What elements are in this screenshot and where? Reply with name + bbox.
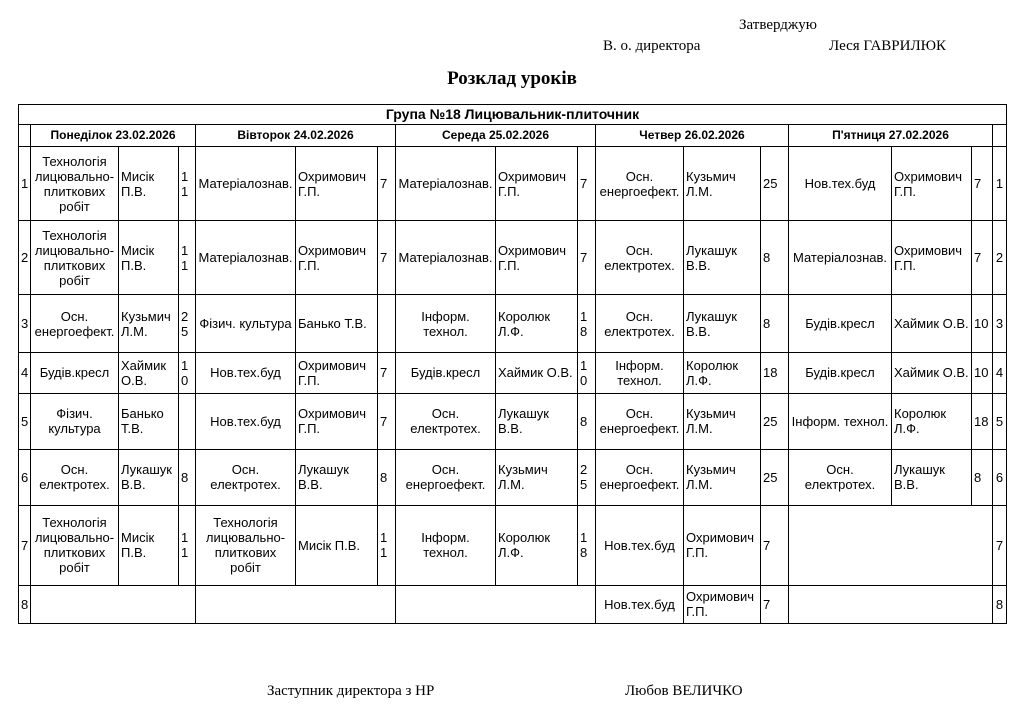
corner-cell bbox=[993, 125, 1007, 147]
room-cell: 7 bbox=[972, 221, 993, 295]
teacher-cell: Хаймик О.В. bbox=[892, 295, 972, 353]
teacher-cell: Охримович Г.П. bbox=[296, 353, 378, 393]
room-cell: 10 bbox=[972, 353, 993, 393]
room-cell: 8 bbox=[761, 221, 789, 295]
lesson-row bbox=[19, 353, 1007, 393]
lesson-number: 3 bbox=[993, 295, 1007, 353]
empty-cell bbox=[31, 585, 196, 623]
group-title: Група №18 Лицювальник-плиточник bbox=[19, 105, 1007, 125]
teacher-cell: Банько Т.В. bbox=[296, 295, 378, 353]
empty-cell bbox=[196, 585, 396, 623]
lesson-number: 6 bbox=[993, 449, 1007, 505]
subject-cell: Будів.кресл bbox=[789, 295, 892, 353]
empty-cell bbox=[396, 585, 596, 623]
teacher-cell: Охримович Г.П. bbox=[892, 221, 972, 295]
subject-cell: Осн. електротех. bbox=[789, 449, 892, 505]
room-cell: 25 bbox=[761, 449, 789, 505]
room-cell: 8 bbox=[179, 449, 196, 505]
teacher-cell: Мисік П.В. bbox=[119, 221, 179, 295]
director-name: Леся ГАВРИЛЮК bbox=[829, 38, 947, 54]
teacher-cell: Охримович Г.П. bbox=[296, 147, 378, 221]
teacher-cell: Королюк Л.Ф. bbox=[496, 505, 578, 585]
teacher-cell: Лукашук В.В. bbox=[684, 295, 761, 353]
day-header-row bbox=[19, 125, 1007, 147]
room-cell: 18 bbox=[578, 505, 596, 585]
teacher-cell: Лукашук В.В. bbox=[296, 449, 378, 505]
teacher-cell: Охримович Г.П. bbox=[296, 393, 378, 449]
teacher-cell: Королюк Л.Ф. bbox=[684, 353, 761, 393]
subject-cell: Осн. електротех. bbox=[396, 393, 496, 449]
room-cell: 18 bbox=[761, 353, 789, 393]
room-cell: 11 bbox=[179, 147, 196, 221]
teacher-cell: Хаймик О.В. bbox=[119, 353, 179, 393]
lesson-number: 8 bbox=[19, 585, 31, 623]
subject-cell: Нов.тех.буд bbox=[596, 585, 684, 623]
subject-cell: Нов.тех.буд bbox=[789, 147, 892, 221]
teacher-cell: Охримович Г.П. bbox=[496, 221, 578, 295]
room-cell: 8 bbox=[761, 295, 789, 353]
teacher-cell: Королюк Л.Ф. bbox=[496, 295, 578, 353]
room-cell: 7 bbox=[761, 585, 789, 623]
day-header: Четвер 26.02.2026 bbox=[596, 125, 789, 147]
room-cell: 11 bbox=[179, 221, 196, 295]
room-cell: 25 bbox=[761, 147, 789, 221]
approval-label: Затверджую bbox=[739, 17, 817, 33]
subject-cell: Будів.кресл bbox=[396, 353, 496, 393]
lesson-number: 7 bbox=[19, 505, 31, 585]
lesson-number: 5 bbox=[993, 393, 1007, 449]
teacher-cell: Королюк Л.Ф. bbox=[892, 393, 972, 449]
subject-cell: Матеріалознав. bbox=[196, 147, 296, 221]
lesson-number: 2 bbox=[993, 221, 1007, 295]
teacher-cell: Охримович Г.П. bbox=[892, 147, 972, 221]
teacher-cell: Кузьмич Л.М. bbox=[496, 449, 578, 505]
subject-cell: Фізич. культура bbox=[196, 295, 296, 353]
teacher-cell: Охримович Г.П. bbox=[684, 585, 761, 623]
lesson-number: 5 bbox=[19, 393, 31, 449]
room-cell: 8 bbox=[578, 393, 596, 449]
deputy-name: Любов ВЕЛИЧКО bbox=[625, 683, 743, 699]
lesson-row bbox=[19, 449, 1007, 505]
lesson-row bbox=[19, 221, 1007, 295]
teacher-cell: Лукашук В.В. bbox=[892, 449, 972, 505]
room-cell: 25 bbox=[179, 295, 196, 353]
deputy-role: Заступник директора з НР bbox=[267, 683, 435, 699]
subject-cell: Будів.кресл bbox=[31, 353, 119, 393]
subject-cell: Осн. енергоефект. bbox=[596, 393, 684, 449]
room-cell: 7 bbox=[378, 353, 396, 393]
teacher-cell: Хаймик О.В. bbox=[892, 353, 972, 393]
subject-cell: Осн. електротех. bbox=[31, 449, 119, 505]
page-title: Розклад уроків bbox=[447, 68, 577, 89]
subject-cell: Матеріалознав. bbox=[196, 221, 296, 295]
lesson-number: 1 bbox=[993, 147, 1007, 221]
room-cell: 11 bbox=[378, 505, 396, 585]
lesson-number: 4 bbox=[993, 353, 1007, 393]
teacher-cell: Охримович Г.П. bbox=[496, 147, 578, 221]
subject-cell: Осн. електротех. bbox=[196, 449, 296, 505]
subject-cell: Інформ. технол. bbox=[789, 393, 892, 449]
room-cell: 8 bbox=[378, 449, 396, 505]
director-role: В. о. директора bbox=[603, 38, 701, 54]
corner-cell bbox=[19, 125, 31, 147]
teacher-cell: Кузьмич Л.М. bbox=[684, 449, 761, 505]
subject-cell: Інформ. технол. bbox=[396, 295, 496, 353]
teacher-cell: Кузьмич Л.М. bbox=[684, 147, 761, 221]
teacher-cell: Хаймик О.В. bbox=[496, 353, 578, 393]
subject-cell: Осн. енергоефект. bbox=[596, 449, 684, 505]
lesson-row bbox=[19, 505, 1007, 585]
day-header: П'ятниця 27.02.2026 bbox=[789, 125, 993, 147]
day-header: Вівторок 24.02.2026 bbox=[196, 125, 396, 147]
room-cell bbox=[179, 393, 196, 449]
teacher-cell: Лукашук В.В. bbox=[119, 449, 179, 505]
room-cell: 10 bbox=[179, 353, 196, 393]
room-cell: 11 bbox=[179, 505, 196, 585]
subject-cell: Матеріалознав. bbox=[396, 147, 496, 221]
subject-cell: Матеріалознав. bbox=[396, 221, 496, 295]
lesson-number: 6 bbox=[19, 449, 31, 505]
room-cell: 18 bbox=[972, 393, 993, 449]
teacher-cell: Кузьмич Л.М. bbox=[684, 393, 761, 449]
lesson-row bbox=[19, 393, 1007, 449]
room-cell: 10 bbox=[578, 353, 596, 393]
subject-cell: Нов.тех.буд bbox=[196, 353, 296, 393]
lesson-number: 3 bbox=[19, 295, 31, 353]
teacher-cell: Банько Т.В. bbox=[119, 393, 179, 449]
day-header: Середа 25.02.2026 bbox=[396, 125, 596, 147]
empty-cell bbox=[789, 505, 993, 585]
room-cell: 8 bbox=[972, 449, 993, 505]
teacher-cell: Лукашук В.В. bbox=[684, 221, 761, 295]
teacher-cell: Мисік П.В. bbox=[119, 505, 179, 585]
subject-cell: Технологія лицювально-плиткових робіт bbox=[196, 505, 296, 585]
room-cell: 7 bbox=[761, 505, 789, 585]
subject-cell: Будів.кресл bbox=[789, 353, 892, 393]
subject-cell: Інформ. технол. bbox=[596, 353, 684, 393]
teacher-cell: Охримович Г.П. bbox=[684, 505, 761, 585]
subject-cell: Нов.тех.буд bbox=[196, 393, 296, 449]
subject-cell: Осн. енергоефект. bbox=[596, 147, 684, 221]
schedule-table bbox=[18, 104, 1007, 624]
lesson-row bbox=[19, 585, 1007, 623]
subject-cell: Фізич. культура bbox=[31, 393, 119, 449]
lesson-row bbox=[19, 295, 1007, 353]
subject-cell: Технологія лицювально-плиткових робіт bbox=[31, 147, 119, 221]
room-cell: 25 bbox=[578, 449, 596, 505]
subject-cell: Інформ. технол. bbox=[396, 505, 496, 585]
subject-cell: Осн. електротех. bbox=[596, 221, 684, 295]
room-cell bbox=[378, 295, 396, 353]
subject-cell: Матеріалознав. bbox=[789, 221, 892, 295]
room-cell: 7 bbox=[378, 393, 396, 449]
subject-cell: Технологія лицювально-плиткових робіт bbox=[31, 221, 119, 295]
subject-cell: Осн. енергоефект. bbox=[396, 449, 496, 505]
teacher-cell: Охримович Г.П. bbox=[296, 221, 378, 295]
subject-cell: Осн. електротех. bbox=[596, 295, 684, 353]
room-cell: 7 bbox=[578, 221, 596, 295]
lesson-row bbox=[19, 147, 1007, 221]
lesson-number: 7 bbox=[993, 505, 1007, 585]
teacher-cell: Мисік П.В. bbox=[296, 505, 378, 585]
subject-cell: Технологія лицювально-плиткових робіт bbox=[31, 505, 119, 585]
teacher-cell: Мисік П.В. bbox=[119, 147, 179, 221]
room-cell: 10 bbox=[972, 295, 993, 353]
teacher-cell: Лукашук В.В. bbox=[496, 393, 578, 449]
room-cell: 7 bbox=[378, 147, 396, 221]
subject-cell: Осн. енергоефект. bbox=[31, 295, 119, 353]
day-header: Понеділок 23.02.2026 bbox=[31, 125, 196, 147]
lesson-number: 2 bbox=[19, 221, 31, 295]
room-cell: 18 bbox=[578, 295, 596, 353]
lesson-number: 4 bbox=[19, 353, 31, 393]
teacher-cell: Кузьмич Л.М. bbox=[119, 295, 179, 353]
room-cell: 25 bbox=[761, 393, 789, 449]
room-cell: 7 bbox=[378, 221, 396, 295]
lesson-number: 1 bbox=[19, 147, 31, 221]
subject-cell: Нов.тех.буд bbox=[596, 505, 684, 585]
empty-cell bbox=[789, 585, 993, 623]
room-cell: 7 bbox=[578, 147, 596, 221]
room-cell: 7 bbox=[972, 147, 993, 221]
lesson-number: 8 bbox=[993, 585, 1007, 623]
